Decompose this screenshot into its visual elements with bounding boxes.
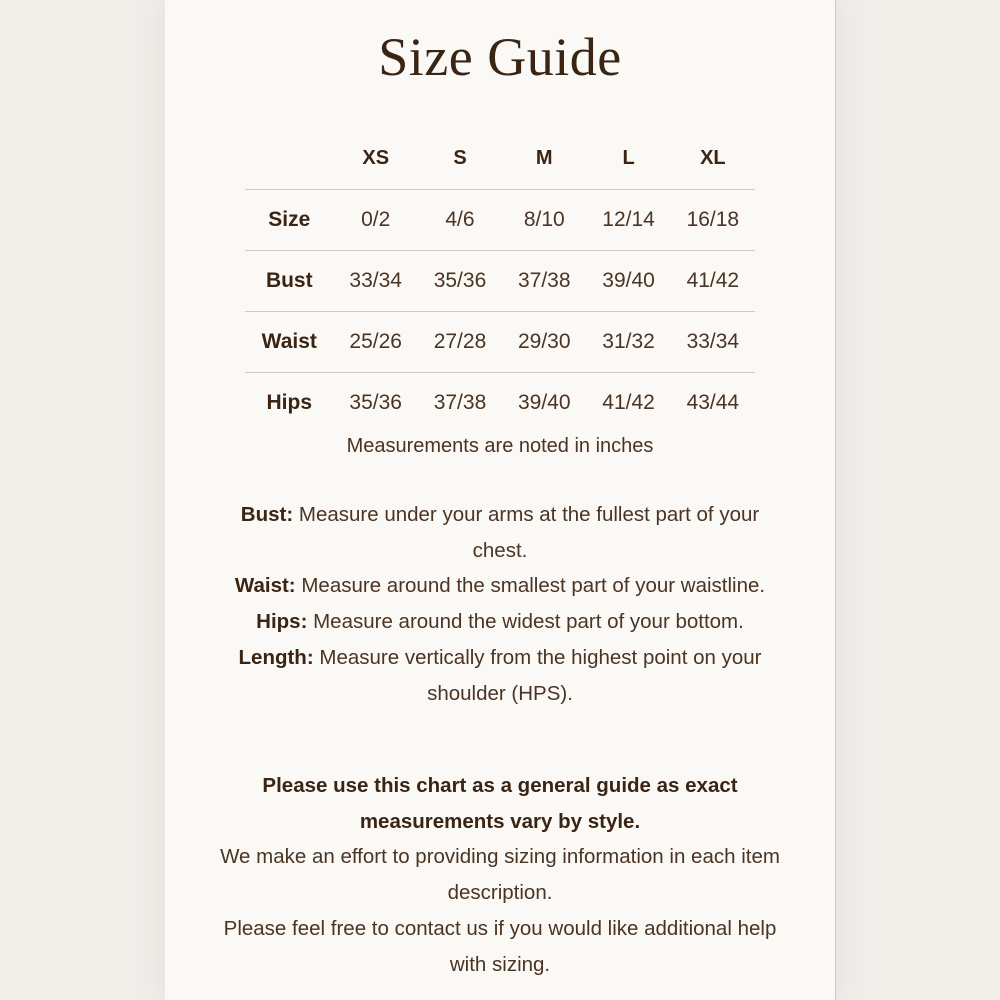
row-label: Hips [245,373,334,434]
row-label: Waist [245,312,334,373]
table-cell: 39/40 [502,373,586,434]
table-cell: 16/18 [671,190,755,251]
table-cell: 35/36 [418,251,502,312]
table-row-hips [245,373,755,434]
table-cell: 29/30 [502,312,586,373]
table-row-bust [245,251,755,312]
instruction-term: Waist: [234,574,296,598]
table-cell: 41/42 [671,251,755,312]
disclaimer-line-2: Please feel free to contact us if you would like additional help with sizing. [223,916,777,976]
table-cell: 37/38 [418,373,502,434]
table-cell: 4/6 [418,190,502,251]
table-header-row [245,128,755,190]
table-cell: 35/36 [334,373,418,434]
page-edge-divider [835,0,836,1000]
instruction-length [215,640,785,711]
table-cell: 12/14 [586,190,670,251]
size-table [245,128,755,433]
instruction-term: Bust: [240,503,294,526]
instruction-term: Hips: [256,610,308,634]
disclaimer-strong: Please use this chart as a general guide as exact measurements vary by style. [262,774,738,833]
column-header-m: M [535,147,553,169]
page-title: Size Guide [378,27,622,87]
row-label: Size [245,190,334,251]
instruction-term: Length: [238,645,314,669]
table-cell: 31/32 [586,312,670,373]
instruction-text: Measure around the widest part of your bottom. [307,610,744,634]
disclaimer [215,768,785,982]
table-cell: 27/28 [418,312,502,373]
table-cell: 37/38 [502,251,586,312]
instruction-hips [215,604,785,640]
table-cell: 8/10 [502,190,586,251]
row-label: Bust [245,251,334,312]
column-header [245,128,334,190]
column-header-s: S [453,147,467,169]
table-cell: 33/34 [334,251,418,312]
table-cell: 0/2 [334,190,418,251]
instruction-text: Measure vertically from the highest point on your shoulder (HPS). [313,645,762,705]
instruction-text: Measure under your arms at the fullest part of your chest. [293,503,760,562]
table-cell: 41/42 [586,373,670,434]
table-cell: 25/26 [334,312,418,373]
table-cell: 33/34 [671,312,755,373]
table-cell: 39/40 [586,251,670,312]
table-cell: 43/44 [671,373,755,434]
column-header-xl: XL [700,147,726,169]
measurement-instructions [215,497,785,711]
disclaimer-line-1: We make an effort to providing sizing information in each item description. [220,845,780,905]
column-header-xs: XS [362,147,390,169]
table-row-size [245,190,755,251]
instruction-waist [215,568,785,604]
instruction-bust [215,497,785,568]
size-guide-page [165,0,835,1000]
column-header-l: L [622,147,635,169]
table-row-waist [245,312,755,373]
instruction-text: Measure around the smallest part of your waistline. [295,574,766,598]
units-note: Measurements are noted in inches [346,435,654,457]
